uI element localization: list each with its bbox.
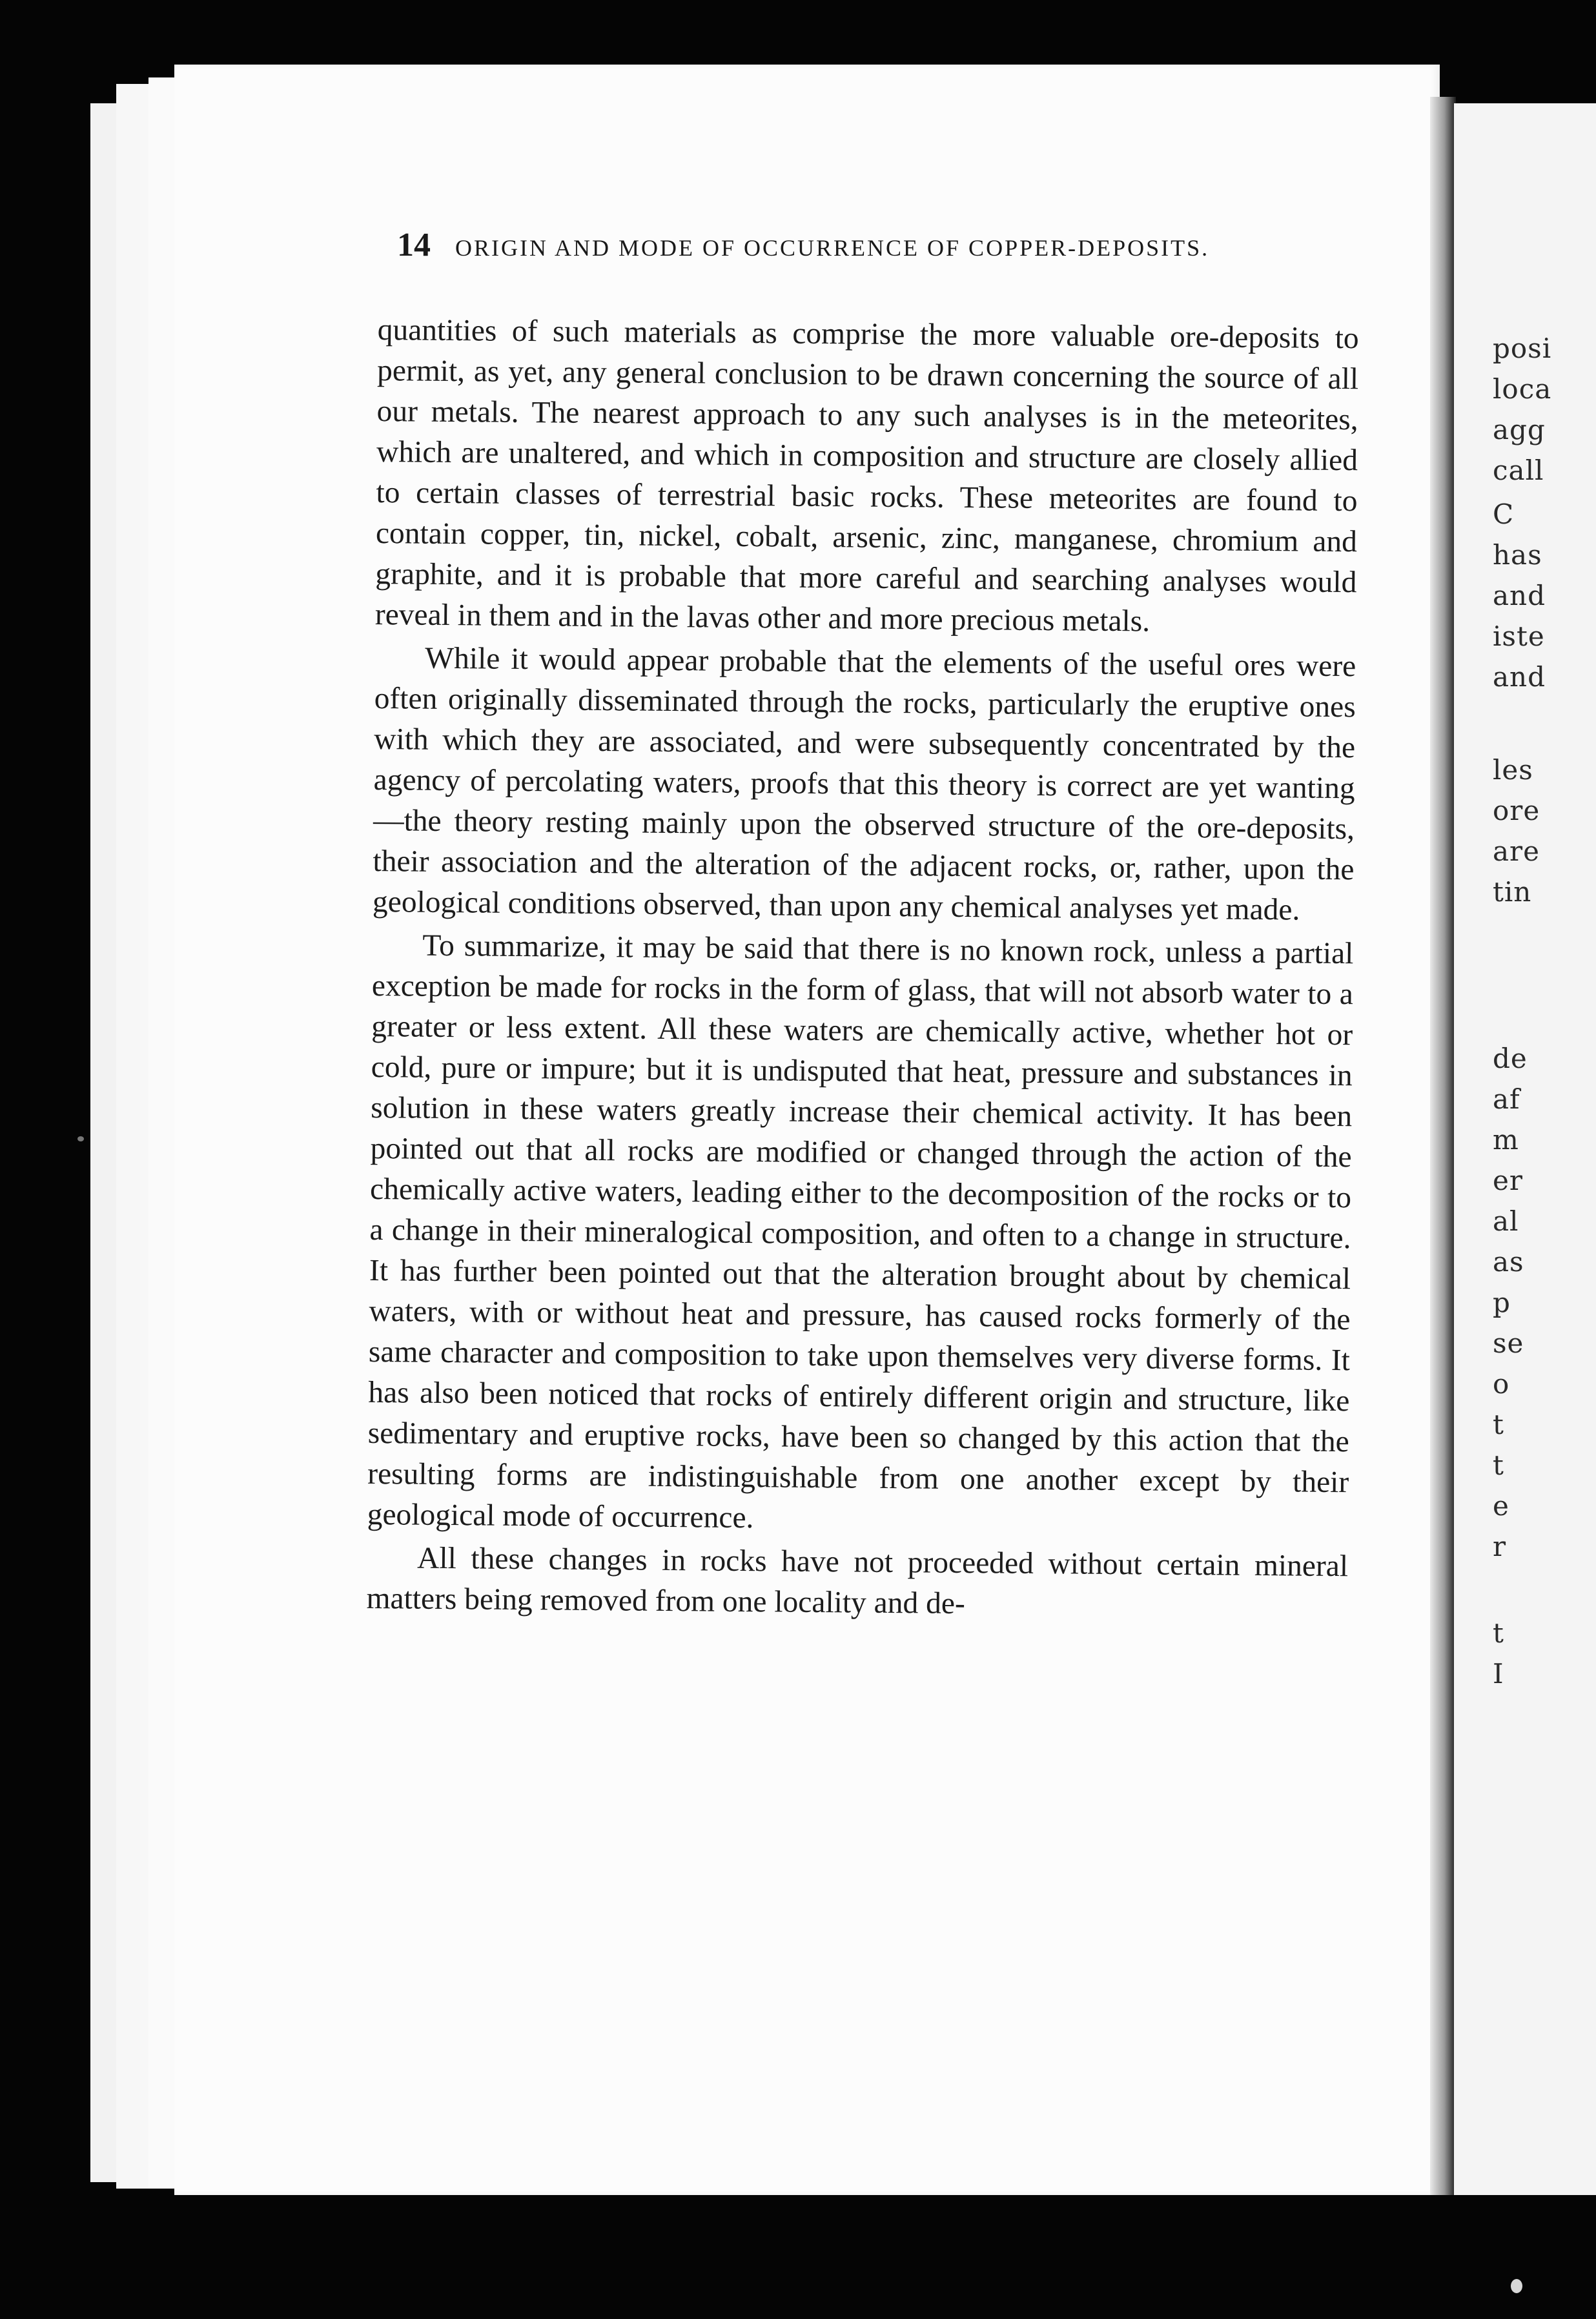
facing-page-fragment: C: [1493, 498, 1515, 530]
facing-page-fragment: af: [1493, 1083, 1520, 1115]
facing-page-fragment: les: [1493, 754, 1533, 786]
facing-page-fragment: ore: [1493, 795, 1540, 826]
facing-page-fragment: r: [1493, 1531, 1507, 1562]
facing-page-fragment: p: [1493, 1287, 1511, 1318]
paragraph: While it would appear probable that the elements of the useful ores were often originally disseminated through the rocks, particularly the eruptive ones with which they are associated, and were subsequently concentrated by the agency of percolating waters, proofs that this theory is correct are yet wanting—the theory resting mainly upon the observed structure of the ore-deposits, their association and the alteration of the adjacent rocks, or, rather, upon the geological conditions observed, than upon any chemical analyses yet made.: [372, 641, 1356, 927]
facing-page-fragment: se: [1493, 1327, 1524, 1359]
paragraph: All these changes in rocks have not proceeded without certain mineral matters being removed from one locality and de-: [366, 1541, 1349, 1621]
scan-speck: [1511, 2279, 1522, 2293]
facing-page-fragment: tin: [1493, 876, 1532, 908]
facing-page-fragment: agg: [1493, 414, 1546, 445]
facing-page: [1454, 103, 1596, 2195]
facing-page-fragment: loca: [1493, 373, 1552, 405]
book-gutter: [1430, 97, 1456, 2195]
facing-page-fragment: o: [1493, 1368, 1510, 1400]
facing-page-fragment: m: [1493, 1124, 1519, 1156]
facing-page-fragment: posi: [1493, 332, 1552, 364]
facing-page-fragment: and: [1493, 661, 1546, 693]
scan-speck: [77, 1136, 84, 1141]
running-head: [397, 226, 1301, 264]
facing-page-fragment: iste: [1493, 620, 1545, 652]
facing-page-fragment: are: [1493, 835, 1540, 867]
running-title: ORIGIN AND MODE OF OCCURRENCE OF COPPER-DEPOSITS.: [455, 235, 1210, 261]
facing-page-fragment: er: [1493, 1165, 1523, 1196]
facing-page-fragment: I: [1493, 1658, 1504, 1690]
page-number: 14: [397, 227, 431, 263]
facing-page-fragment: t: [1493, 1449, 1504, 1481]
facing-page-fragment: t: [1493, 1617, 1504, 1649]
body-text: [366, 310, 1359, 1628]
facing-page-fragment: has: [1493, 539, 1542, 571]
facing-page-fragment: t: [1493, 1409, 1504, 1440]
paragraph: To summarize, it may be said that there is no known rock, unless a partial exception be made for rocks in the form of glass, that will not absorb water to a greater or less extent. All these waters are chemically active, whether hot or cold, pure or impure; but it is undisputed that heat, pressure and substances in solution in these waters greatly increase their chemical activity. It has been pointed out that all rocks are modified or changed through the action of the chemically active waters, leading either to the decomposition of the rocks or to a change in their mineralogical composition, and often to a change in structure. It has further been pointed out that the alteration brought about by chemical waters, with or without heat and pressure, has caused rocks formerly of the same character and composition to take upon themselves very diverse forms. It has also been noticed that rocks of entirely different origin and structure, like sedimentary and eruptive rocks, have been so changed by this action that the resulting forms are indistinguishable from one another except by their geological mode of occurrence.: [367, 928, 1354, 1535]
facing-page-fragment: and: [1493, 580, 1546, 611]
facing-page-fragment: de: [1493, 1043, 1528, 1074]
facing-page-fragment: call: [1493, 455, 1544, 486]
facing-page-fragment: e: [1493, 1490, 1509, 1522]
paragraph: quantities of such materials as comprise the more valuable ore-deposits to permit, as yet, any general conclusion to be drawn concerning the source of all our metals. The nearest approach to any such analyses is in the meteorites, which are unaltered, and which in composition and structure are closely allied to certain classes of terrestrial basic rocks. These meteorites are found to contain copper, tin, nickel, cobalt, arsenic, zinc, manganese, chromium and graphite, and it is probable that more careful and searching analyses would reveal in them and in the lavas other and more precious metals.: [374, 312, 1359, 638]
facing-page-fragment: as: [1493, 1246, 1524, 1278]
facing-page-fragment: al: [1493, 1205, 1519, 1237]
